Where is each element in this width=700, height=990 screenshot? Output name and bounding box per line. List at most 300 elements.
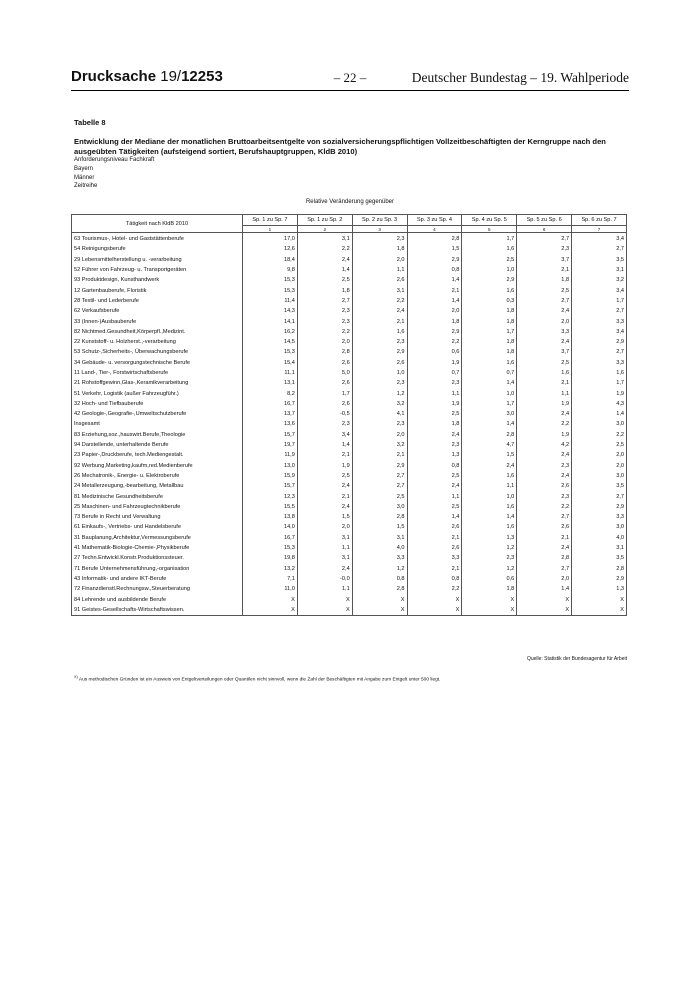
occupation-cell: 29 Lebensmittelherstellung u. -verarbeitung	[72, 255, 243, 265]
occupation-header: Tätigkeit nach KldB 2010	[72, 215, 243, 233]
value-cell: 1,4	[462, 512, 517, 522]
occupation-cell: 81 Medizinische Gesundheitsberufe	[72, 491, 243, 501]
value-cell: 1,5	[297, 512, 352, 522]
value-cell: 13,0	[243, 461, 298, 471]
value-cell: 4,3	[572, 399, 627, 409]
table-row	[72, 358, 627, 368]
occupation-cell: 12 Gartenbauberufe, Floristik	[72, 285, 243, 295]
occupation-cell: 53 Schutz-,Sicherheits-, Überwachungsberufe	[72, 347, 243, 357]
column-number: 4	[407, 226, 462, 233]
value-cell: 14,5	[243, 337, 298, 347]
table-row	[72, 419, 627, 429]
value-cell: X	[297, 605, 352, 616]
value-cell: 1,5	[352, 522, 407, 532]
value-cell: 2,2	[352, 296, 407, 306]
value-cell: 3,1	[352, 285, 407, 295]
value-cell: 15,7	[243, 430, 298, 440]
value-cell: 3,1	[297, 553, 352, 563]
table-number: Tabelle 8	[74, 118, 106, 127]
value-cell: 2,4	[297, 564, 352, 574]
value-cell: 2,0	[572, 450, 627, 460]
value-cell: 11,1	[243, 368, 298, 378]
occupation-cell: 23 Papier-,Druckberufe, tech.Mediengestalt.	[72, 450, 243, 460]
value-cell: 12,6	[243, 244, 298, 254]
value-cell: X	[517, 594, 572, 604]
table-row	[72, 605, 627, 616]
value-cell: 9,8	[243, 265, 298, 275]
occupation-cell: 34 Gebäude- u. versorgungstechnische Berufe	[72, 358, 243, 368]
occupation-cell: 26 Mechatronik-, Energie- u. Elektroberufe	[72, 471, 243, 481]
value-cell: 1,6	[517, 368, 572, 378]
value-cell: 2,1	[517, 378, 572, 388]
occupation-cell: 22 Kunststoff- u. Holzherst.,-verarbeitung	[72, 337, 243, 347]
value-cell: 1,9	[407, 399, 462, 409]
value-cell: 1,4	[407, 296, 462, 306]
value-cell: 1,8	[407, 316, 462, 326]
value-cell: 2,1	[407, 564, 462, 574]
value-cell: X	[243, 605, 298, 616]
value-cell: 2,9	[407, 255, 462, 265]
value-cell: 3,2	[572, 275, 627, 285]
table-row	[72, 378, 627, 388]
value-cell: 7,1	[243, 574, 298, 584]
value-cell: 2,2	[407, 584, 462, 594]
value-cell: 2,3	[352, 337, 407, 347]
value-cell: 3,2	[352, 399, 407, 409]
table-row	[72, 522, 627, 532]
value-cell: 2,1	[297, 491, 352, 501]
value-cell: 4,1	[352, 409, 407, 419]
value-cell: 15,9	[243, 471, 298, 481]
value-cell: 1,8	[407, 419, 462, 429]
value-cell: 15,3	[243, 275, 298, 285]
footnote: $^{X)}$ Aus methodischen Gründen ist ein Ausweis von Entgeltverteilungen oder Quantilen nicht sinnvoll, wenn die Zahl der Beschäftigten mit Angabe zum Entgelt unter 500 liegt.	[74, 675, 441, 683]
value-cell: 1,4	[407, 275, 462, 285]
value-cell: 1,6	[462, 358, 517, 368]
occupation-cell: 84 Lehrende und ausbildende Berufe	[72, 594, 243, 604]
value-cell: 0,8	[407, 265, 462, 275]
value-cell: 2,4	[517, 409, 572, 419]
value-cell: 1,7	[297, 388, 352, 398]
value-cell: 2,4	[352, 306, 407, 316]
value-cell: -0,5	[297, 409, 352, 419]
table-row	[72, 275, 627, 285]
value-cell: X	[462, 594, 517, 604]
value-cell: 2,0	[352, 255, 407, 265]
value-cell: 2,7	[572, 347, 627, 357]
value-cell: 2,7	[297, 296, 352, 306]
value-cell: 2,6	[517, 522, 572, 532]
value-cell: 2,3	[297, 419, 352, 429]
value-cell: 2,6	[352, 275, 407, 285]
value-cell: 0,8	[352, 574, 407, 584]
value-cell: 2,4	[297, 502, 352, 512]
table-row	[72, 564, 627, 574]
value-cell: 2,5	[297, 471, 352, 481]
value-cell: 2,1	[352, 450, 407, 460]
value-cell: 14,0	[243, 522, 298, 532]
value-cell: 1,8	[462, 584, 517, 594]
value-cell: 3,7	[517, 347, 572, 357]
value-cell: 1,0	[462, 491, 517, 501]
value-cell: 2,3	[517, 491, 572, 501]
value-cell: 1,8	[462, 337, 517, 347]
value-cell: 2,9	[572, 337, 627, 347]
value-cell: 2,0	[297, 337, 352, 347]
table-row	[72, 388, 627, 398]
value-cell: 2,8	[572, 564, 627, 574]
value-cell: 2,2	[297, 244, 352, 254]
value-cell: 1,5	[462, 450, 517, 460]
meta-line: Anforderungsniveau Fachkraft	[74, 157, 155, 163]
table-title: Entwicklung der Mediane der monatlichen Bruttoarbeitsentgelte von sozialversicherungspflichtigen Vollzeitbeschäftigten der Kerngruppe nach den ausgeübten Tätigkeiten (aufsteigend sortiert, Berufshauptgruppen, KldB 2010)	[74, 137, 606, 156]
table-row	[72, 594, 627, 604]
value-cell: 0,7	[462, 368, 517, 378]
value-cell: 2,2	[297, 327, 352, 337]
table-row	[72, 337, 627, 347]
value-cell: 5,0	[297, 368, 352, 378]
value-cell: 1,8	[462, 306, 517, 316]
value-cell: 2,7	[517, 233, 572, 245]
value-cell: 0,6	[407, 347, 462, 357]
value-cell: 1,8	[462, 316, 517, 326]
value-cell: 16,7	[243, 533, 298, 543]
value-cell: 2,7	[352, 481, 407, 491]
value-cell: 2,4	[517, 337, 572, 347]
table-row	[72, 584, 627, 594]
table-row	[72, 450, 627, 460]
value-cell: 3,3	[407, 553, 462, 563]
value-cell: 1,7	[462, 327, 517, 337]
value-cell: 2,4	[517, 471, 572, 481]
value-cell: 1,4	[462, 378, 517, 388]
value-cell: 2,1	[517, 265, 572, 275]
occupation-cell: 41 Mathematik-Biologie-Chemie-,Physikberufe	[72, 543, 243, 553]
value-cell: 1,4	[297, 440, 352, 450]
value-cell: 2,7	[572, 306, 627, 316]
occupation-cell: 93 Produktdesign, Kunsthandwerk	[72, 275, 243, 285]
value-cell: 3,0	[572, 419, 627, 429]
value-cell: 0,6	[462, 574, 517, 584]
column-header: Sp. 1 zu Sp. 7	[243, 215, 298, 226]
value-cell: 3,7	[517, 255, 572, 265]
value-cell: 2,2	[517, 419, 572, 429]
table-row	[72, 347, 627, 357]
value-cell: X	[352, 594, 407, 604]
value-cell: 2,3	[297, 316, 352, 326]
value-cell: X	[243, 594, 298, 604]
value-cell: 2,4	[462, 461, 517, 471]
table-row	[72, 553, 627, 563]
table-row	[72, 306, 627, 316]
value-cell: X	[462, 605, 517, 616]
relative-change-label: Relative Veränderung gegenüber	[305, 199, 395, 205]
table-row	[72, 399, 627, 409]
table-row	[72, 316, 627, 326]
value-cell: 2,3	[462, 553, 517, 563]
value-cell: 3,0	[572, 522, 627, 532]
column-number: 6	[517, 226, 572, 233]
value-cell: 2,0	[517, 316, 572, 326]
column-header: Sp. 1 zu Sp. 2	[297, 215, 352, 226]
value-cell: 1,9	[517, 399, 572, 409]
value-cell: 3,0	[462, 409, 517, 419]
value-cell: 2,7	[517, 564, 572, 574]
value-cell: 2,4	[517, 450, 572, 460]
value-cell: 2,6	[407, 543, 462, 553]
value-cell: 1,6	[352, 327, 407, 337]
table-row	[72, 461, 627, 471]
occupation-cell: 92 Werbung,Marketing,kaufm,red.Medienberufe	[72, 461, 243, 471]
value-cell: 2,1	[297, 450, 352, 460]
table-row	[72, 368, 627, 378]
value-cell: 2,4	[407, 481, 462, 491]
value-cell: 2,6	[407, 522, 462, 532]
value-cell: 2,7	[352, 471, 407, 481]
value-cell: 2,7	[572, 244, 627, 254]
value-cell: 1,4	[517, 584, 572, 594]
value-cell: 2,8	[352, 584, 407, 594]
value-cell: 3,4	[572, 285, 627, 295]
value-cell: 11,0	[243, 584, 298, 594]
value-cell: X	[297, 594, 352, 604]
meta-line: Männer	[74, 174, 95, 181]
value-cell: 1,1	[407, 491, 462, 501]
value-cell: 2,6	[297, 399, 352, 409]
value-cell: 3,3	[572, 512, 627, 522]
value-cell: 2,5	[297, 275, 352, 285]
value-cell: 2,8	[352, 512, 407, 522]
value-cell: 13,2	[243, 564, 298, 574]
value-cell: 15,5	[243, 502, 298, 512]
value-cell: 2,5	[352, 491, 407, 501]
value-cell: 3,5	[572, 255, 627, 265]
value-cell: 13,7	[243, 409, 298, 419]
value-cell: 2,6	[517, 481, 572, 491]
value-cell: 3,1	[352, 533, 407, 543]
value-cell: 3,1	[572, 265, 627, 275]
value-cell: 2,1	[517, 533, 572, 543]
occupation-cell: 33 (Innen-)Ausbauberufe	[72, 316, 243, 326]
value-cell: 12,3	[243, 491, 298, 501]
occupation-cell: 73 Berufe in Recht und Verwaltung	[72, 512, 243, 522]
value-cell: 3,1	[297, 233, 352, 245]
value-cell: 2,4	[517, 543, 572, 553]
value-cell: 2,3	[352, 233, 407, 245]
value-cell: 1,4	[297, 265, 352, 275]
table-row	[72, 233, 627, 245]
table-row	[72, 481, 627, 491]
occupation-cell: 62 Verkaufsberufe	[72, 306, 243, 316]
table-row	[72, 491, 627, 501]
value-cell: 1,9	[297, 461, 352, 471]
value-cell: 1,8	[297, 285, 352, 295]
value-cell: 16,7	[243, 399, 298, 409]
value-cell: 2,9	[572, 574, 627, 584]
value-cell: 2,7	[517, 296, 572, 306]
value-cell: 3,1	[297, 533, 352, 543]
value-cell: 2,6	[297, 378, 352, 388]
value-cell: 4,0	[352, 543, 407, 553]
value-cell: 1,6	[572, 368, 627, 378]
value-cell: 1,9	[517, 430, 572, 440]
value-cell: 3,3	[572, 358, 627, 368]
meta-line: Zeitreihe	[74, 183, 98, 190]
value-cell: 1,3	[407, 450, 462, 460]
value-cell: 2,2	[407, 337, 462, 347]
value-cell: 2,7	[572, 491, 627, 501]
value-cell: 19,8	[243, 553, 298, 563]
value-cell: 2,9	[352, 461, 407, 471]
data-table	[71, 214, 627, 616]
table-row	[72, 543, 627, 553]
value-cell: 2,6	[352, 358, 407, 368]
table-row	[72, 327, 627, 337]
value-cell: 1,4	[407, 512, 462, 522]
value-cell: 2,6	[297, 358, 352, 368]
value-cell: 1,3	[462, 533, 517, 543]
occupation-cell: 51 Verkehr, Logistik (außer Fahrzeugführ.)	[72, 388, 243, 398]
occupation-cell: 21 Rohstoffgewinn,Glas-,Keramikverarbeitung	[72, 378, 243, 388]
footnote-mark: X)	[74, 675, 78, 679]
value-cell: 2,7	[517, 512, 572, 522]
value-cell: 2,4	[407, 430, 462, 440]
occupation-cell: 91 Geistes-Gesellschafts-Wirtschaftswissen.	[72, 605, 243, 616]
value-cell: 2,5	[462, 255, 517, 265]
table-row	[72, 430, 627, 440]
value-cell: 1,6	[462, 502, 517, 512]
table-row	[72, 409, 627, 419]
value-cell: 2,3	[517, 461, 572, 471]
value-cell: 2,0	[572, 461, 627, 471]
table-row	[72, 512, 627, 522]
value-cell: 2,3	[352, 419, 407, 429]
occupation-cell: 71 Berufe Unternehmensführung,-organisation	[72, 564, 243, 574]
value-cell: X	[572, 594, 627, 604]
page-number: – 22 –	[333, 70, 367, 85]
value-cell: 1,4	[572, 409, 627, 419]
value-cell: 0,7	[407, 368, 462, 378]
value-cell: 1,2	[352, 388, 407, 398]
value-cell: 2,4	[297, 255, 352, 265]
value-cell: 1,1	[407, 388, 462, 398]
table-row	[72, 502, 627, 512]
value-cell: 2,2	[517, 502, 572, 512]
column-header: Sp. 2 zu Sp. 3	[352, 215, 407, 226]
value-cell: 14,1	[243, 316, 298, 326]
table-row	[72, 471, 627, 481]
value-cell: 13,8	[243, 512, 298, 522]
column-number: 2	[297, 226, 352, 233]
value-cell: 4,2	[517, 440, 572, 450]
value-cell: 3,0	[352, 502, 407, 512]
value-cell: 3,4	[572, 233, 627, 245]
table-row	[72, 440, 627, 450]
value-cell: 2,8	[297, 347, 352, 357]
value-cell: 2,5	[407, 502, 462, 512]
value-cell: 2,4	[517, 306, 572, 316]
column-header: Sp. 6 zu Sp. 7	[572, 215, 627, 226]
occupation-cell: 82 Nichtmed.Gesundheit,Körperpfl.,Medizint.	[72, 327, 243, 337]
value-cell: 13,1	[243, 378, 298, 388]
occupation-cell: 63 Tourismus-, Hotel- und Gaststättenberufe	[72, 233, 243, 245]
value-cell: 1,1	[352, 265, 407, 275]
value-cell: 1,6	[462, 244, 517, 254]
column-number: 1	[243, 226, 298, 233]
value-cell: 1,4	[462, 419, 517, 429]
value-cell: 2,3	[407, 378, 462, 388]
publisher: Deutscher Bundestag – 19. Wahlperiode	[411, 70, 629, 85]
value-cell: 4,7	[462, 440, 517, 450]
table-meta	[74, 156, 154, 191]
occupation-cell: 42 Geologie-,Geografie-,Umweltschutzberufe	[72, 409, 243, 419]
occupation-cell: 28 Textil- und Lederberufe	[72, 296, 243, 306]
value-cell: 2,3	[407, 440, 462, 450]
value-cell: 11,9	[243, 450, 298, 460]
value-cell: 3,2	[352, 440, 407, 450]
value-cell: 1,0	[352, 368, 407, 378]
value-cell: 1,1	[517, 388, 572, 398]
document-number: Drucksache 19/12253	[71, 68, 223, 85]
source-note: Quelle: Statistik der Bundesagentur für Arbeit	[526, 656, 627, 662]
value-cell: 14,3	[243, 306, 298, 316]
value-cell: 4,0	[572, 533, 627, 543]
table-row	[72, 574, 627, 584]
value-cell: 1,7	[462, 233, 517, 245]
table-row	[72, 265, 627, 275]
value-cell: 2,0	[297, 522, 352, 532]
value-cell: 3,1	[572, 543, 627, 553]
value-cell: 3,3	[517, 327, 572, 337]
value-cell: 2,9	[352, 347, 407, 357]
value-cell: 2,5	[407, 409, 462, 419]
value-cell: 2,8	[462, 430, 517, 440]
value-cell: 15,3	[243, 543, 298, 553]
value-cell: 3,5	[572, 553, 627, 563]
value-cell: 1,2	[462, 564, 517, 574]
occupation-cell: 11 Land-, Tier-, Forstwirtschaftsberufe	[72, 368, 243, 378]
value-cell: 15,4	[243, 358, 298, 368]
value-cell: 2,1	[407, 285, 462, 295]
occupation-cell: 32 Hoch- und Tiefbauberufe	[72, 399, 243, 409]
table-row	[72, 244, 627, 254]
value-cell: 1,7	[572, 378, 627, 388]
value-cell: 1,8	[462, 347, 517, 357]
column-header: Sp. 5 zu Sp. 6	[517, 215, 572, 226]
occupation-cell: 31 Bauplanung,Architektur,Vermessungsberufe	[72, 533, 243, 543]
value-cell: 8,2	[243, 388, 298, 398]
table-body	[72, 233, 627, 616]
column-number: 3	[352, 226, 407, 233]
table-row	[72, 296, 627, 306]
value-cell: 2,3	[297, 306, 352, 316]
table-row	[72, 285, 627, 295]
value-cell: X	[407, 605, 462, 616]
value-cell: 2,5	[517, 358, 572, 368]
value-cell: 16,2	[243, 327, 298, 337]
value-cell: 2,0	[517, 574, 572, 584]
value-cell: 2,9	[462, 275, 517, 285]
value-cell: 15,7	[243, 481, 298, 491]
value-cell: 0,3	[462, 296, 517, 306]
value-cell: 2,3	[352, 378, 407, 388]
value-cell: 1,8	[352, 244, 407, 254]
value-cell: 0,8	[407, 461, 462, 471]
meta-line: Bayern	[74, 165, 94, 172]
value-cell: 1,0	[462, 265, 517, 275]
occupation-cell: 72 Finanzdienstl.Rechnungsw.,Steuerberatung	[72, 584, 243, 594]
value-cell: 3,4	[297, 430, 352, 440]
